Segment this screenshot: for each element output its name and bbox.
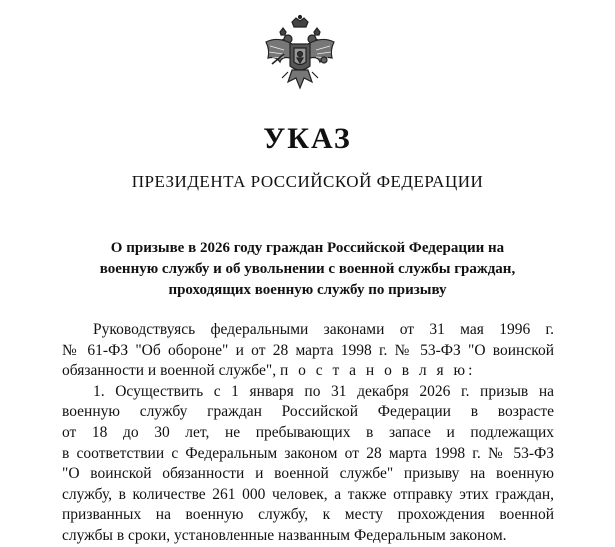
item-1-line: службу, в количестве 261 000 человек, а также отправку этих граждан,: [62, 485, 554, 503]
preamble-line: № 61-ФЗ "Об обороне" и от 28 марта 1998 г. № 53-ФЗ "О воинской: [62, 341, 554, 359]
item-1-line: в соответствии с Федеральным законом от 28 марта 1998 г. № 53-ФЗ: [62, 444, 554, 462]
decree-subtitle: ПРЕЗИДЕНТА РОССИЙСКОЙ ФЕДЕРАЦИИ: [131, 172, 484, 191]
item-1-line: "О воинской обязанности и военной службе" призыву на военную: [62, 465, 554, 483]
heading-line: военную службу и об увольнении с военной службы граждан,: [99, 261, 516, 277]
preamble-line: обязанности и военной службе",: [62, 362, 277, 380]
decree-body: [62, 320, 554, 547]
preamble-last-line: [62, 361, 554, 382]
heading-line: О призыве в 2026 году граждан Российской Федерации на: [110, 240, 505, 256]
decree-word: п о с т а н о в л я ю:: [279, 362, 476, 380]
heading-line: проходящих военную службу по призыву: [168, 282, 447, 298]
item-1-line: службы в сроки, установленные названным Федеральным законом.: [62, 526, 507, 544]
decree-title: УКАЗ: [263, 122, 352, 155]
item-1-line: 1. Осуществить с 1 января по 31 декабря 2026 г. призыв на: [93, 382, 554, 400]
item-1-line: от 18 до 30 лет, не пребывающих в запасе и подлежащих: [62, 423, 554, 441]
item-1-line: военную службу граждан Российской Федерации в возрасте: [62, 403, 554, 421]
item-1-line: призванных на военную службу, к месту прохождения военной: [62, 506, 554, 524]
preamble-line: Руководствуясь федеральными законами от 31 мая 1996 г.: [93, 321, 554, 338]
decree-heading: [60, 238, 555, 301]
coat-of-arms-icon: [258, 14, 342, 102]
